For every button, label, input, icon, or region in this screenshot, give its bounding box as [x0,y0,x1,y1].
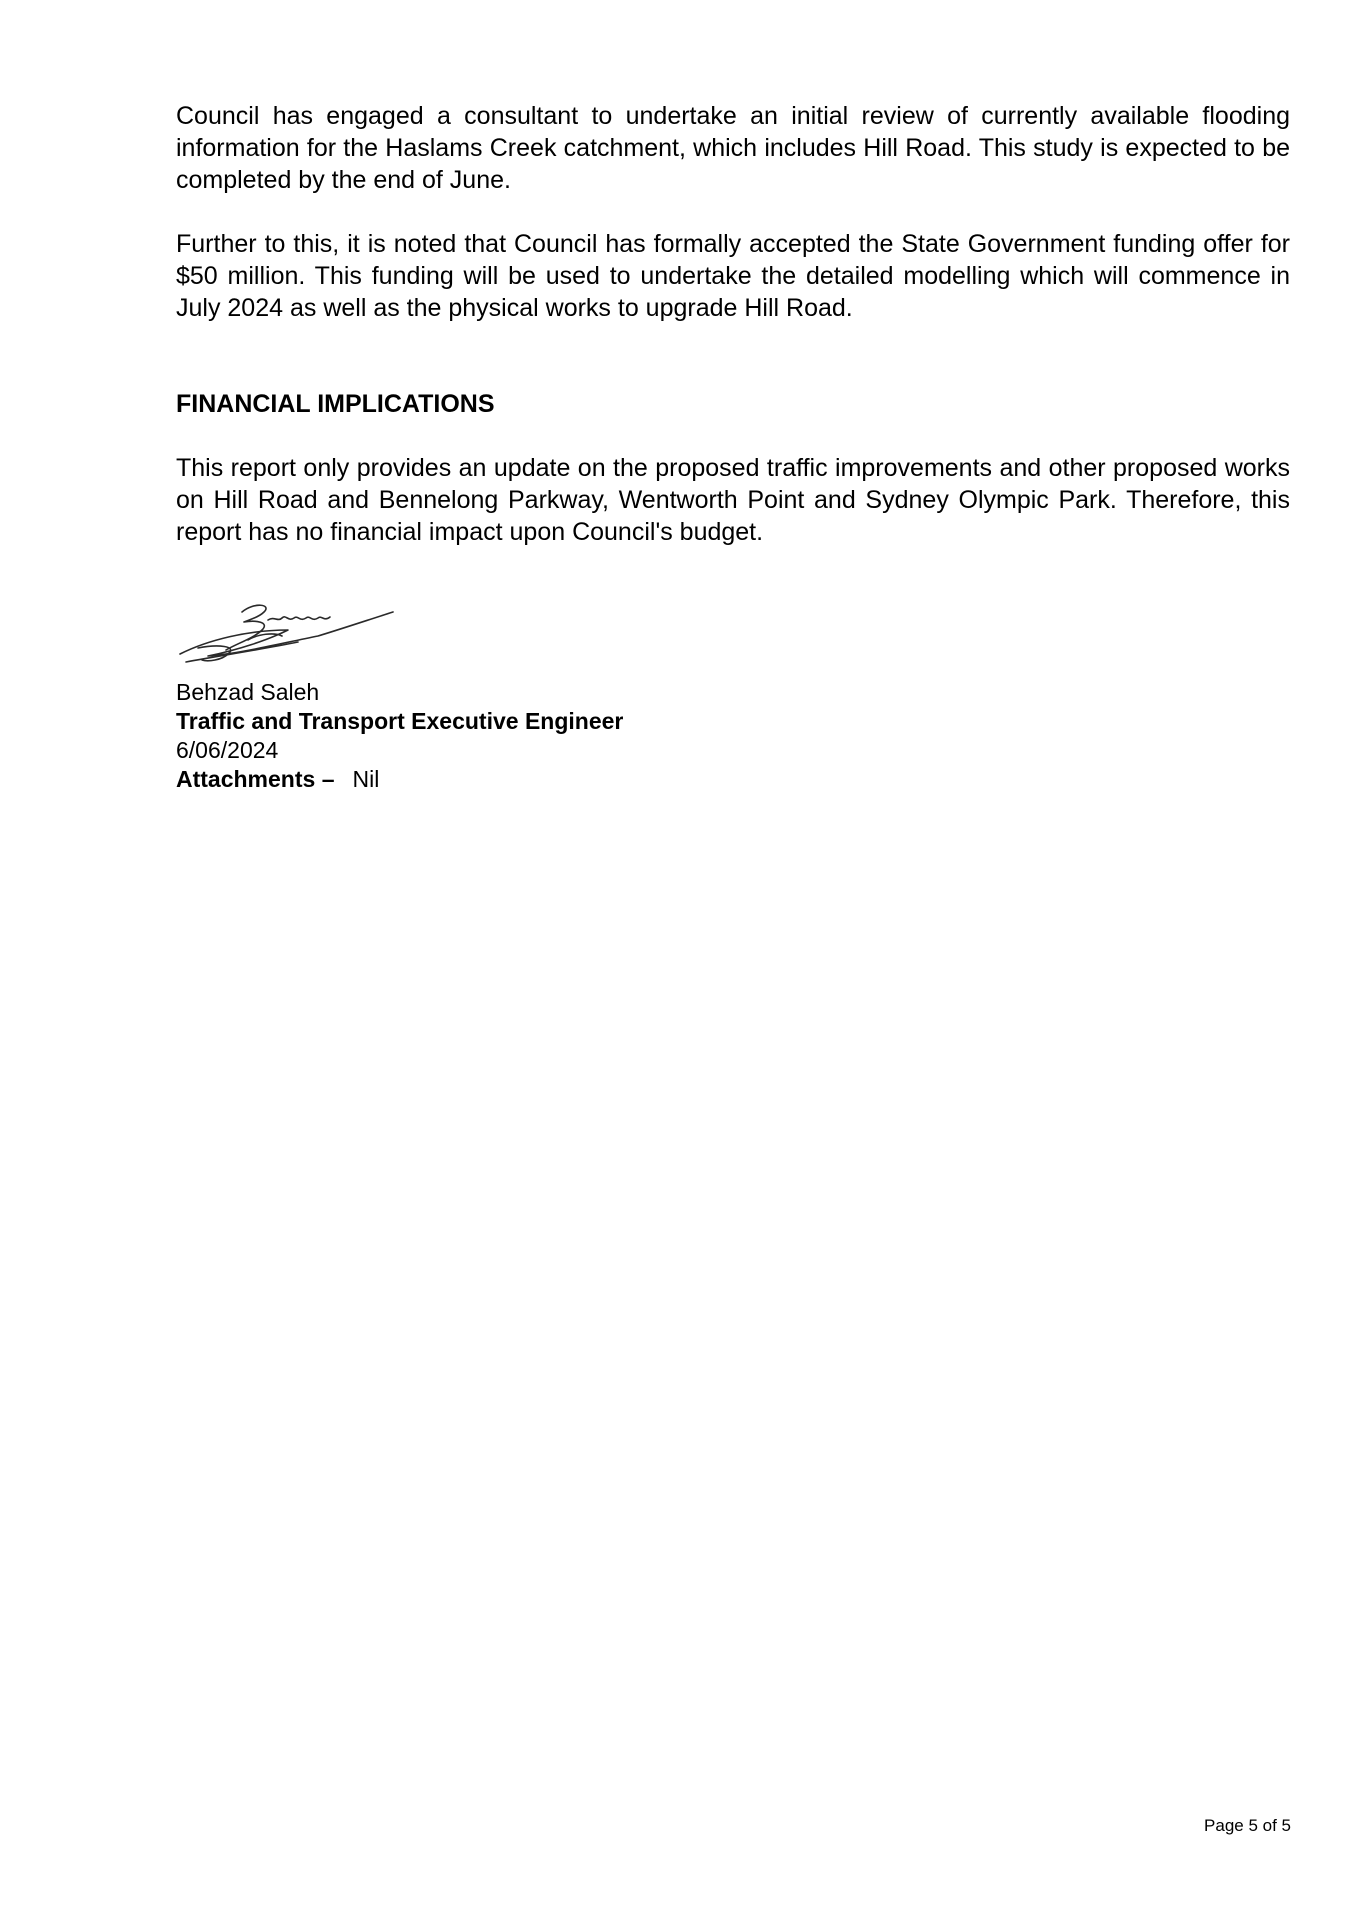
attachments-label: Attachments – [176,766,335,792]
signature-block [176,678,1290,794]
paragraph-financial-implications: This report only provides an update on the proposed traffic improvements and other proposed works on Hill Road and Bennelong Parkway, Wentworth Point and Sydney Olympic Park. Therefore, this report has no financial impact upon Council's budget. [176,454,1290,546]
financial-implications-heading: FINANCIAL IMPLICATIONS [176,390,495,418]
attachments-value: Nil [352,766,380,792]
handwritten-signature [178,600,398,670]
signatory-title: Traffic and Transport Executive Engineer [176,708,624,734]
paragraph-flooding-review: Council has engaged a consultant to undertake an initial review of currently available flooding information for the Haslams Creek catchment, which includes Hill Road. This study is expected to be completed by the end of June. [176,102,1290,194]
paragraph-state-funding: Further to this, it is noted that Council has formally accepted the State Government funding offer for $50 million. This funding will be used to undertake the detailed modelling which will commence in July 2024 as well as the physical works to upgrade Hill Road. [176,230,1290,322]
signatory-name: Behzad Saleh [176,679,320,705]
attachments-line [176,765,1290,794]
page-number: Page 5 of 5 [1204,1816,1291,1835]
signature-date: 6/06/2024 [176,737,279,763]
document-body [176,100,1290,794]
